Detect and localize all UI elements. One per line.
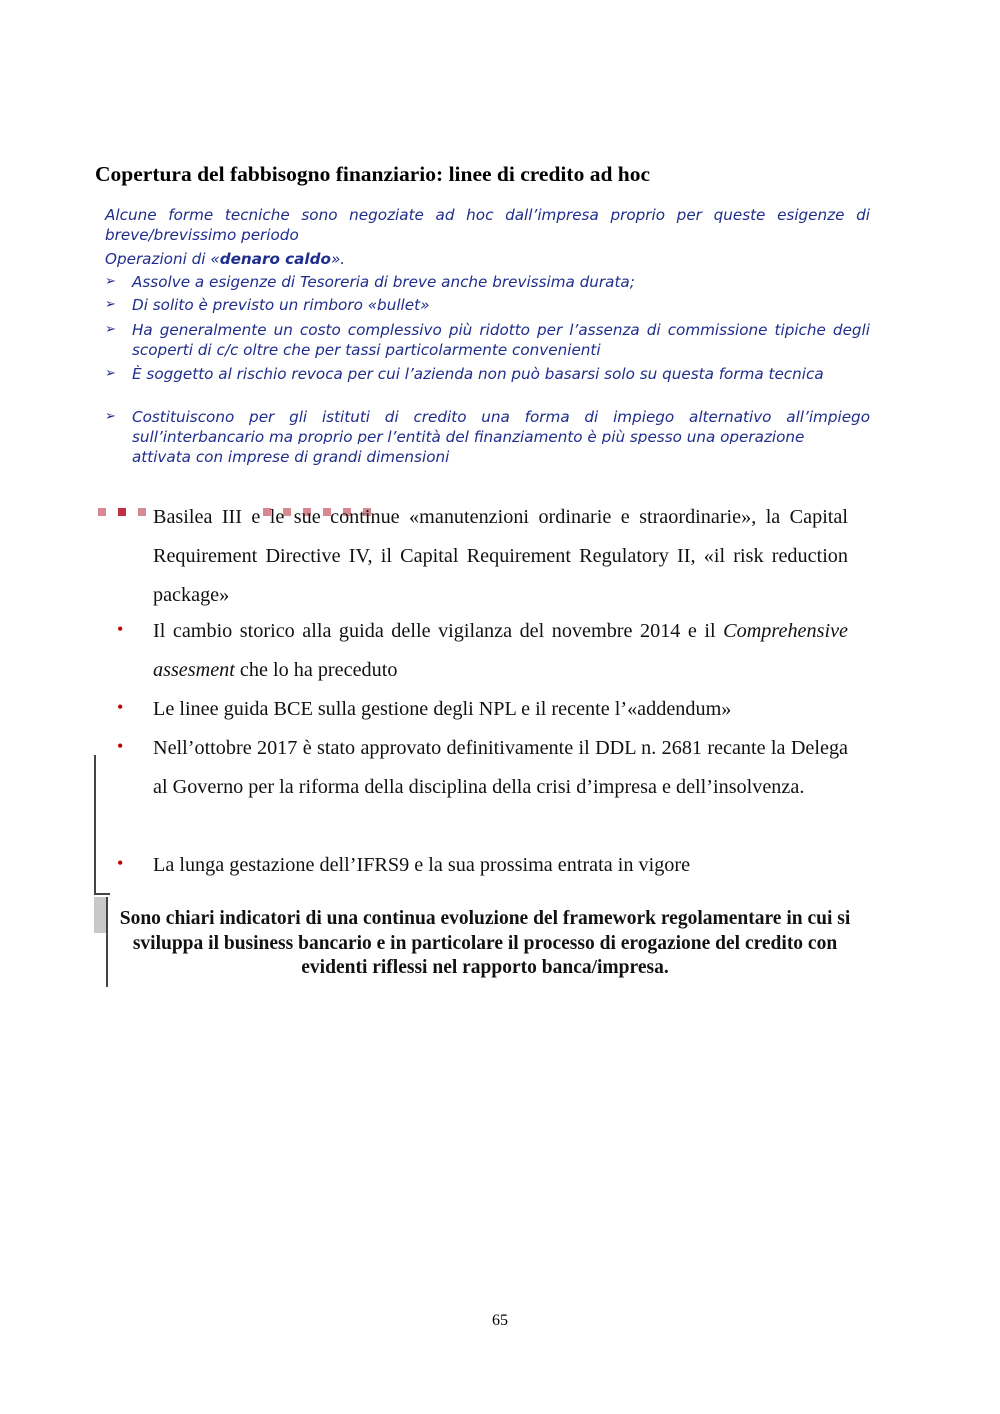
- ops-suffix: ».: [330, 250, 346, 268]
- list-item: [105, 295, 870, 315]
- bullet-ifrs9: La lunga gestazione dell’IFRS9 e la sua prossima entrata in vigore: [153, 854, 691, 876]
- bullet-vigilanza: [153, 612, 848, 690]
- bullet-basilea: [153, 498, 848, 615]
- bullet-dot-icon: •: [117, 619, 124, 639]
- page-number: 65: [492, 1312, 508, 1329]
- square-icon: [98, 508, 106, 516]
- list-item: [105, 364, 870, 384]
- bullet-italic-text: Comprehensive assesment: [153, 620, 848, 681]
- bullet-npl: Le linee guida BCE sulla gestione degli NPL e il recente l’«addendum»: [153, 698, 732, 720]
- bullet-text-suffix: che lo ha preceduto: [234, 659, 398, 681]
- list-item-text: Ha generalmente un costo complessivo più ridotto per l’assenza di commissione tipiche degli scoperti di c/c oltre che per tassi particolarmente convenienti: [132, 321, 870, 359]
- arrow-bullet-icon: ➢: [105, 366, 116, 381]
- ops-bold: denaro caldo: [219, 250, 331, 268]
- list-item-text: Assolve a esigenze di Tesoreria di breve anche brevissima durata;: [132, 273, 635, 291]
- list-item: [105, 320, 870, 360]
- square-icon: [138, 508, 146, 516]
- bullet-dot-icon: •: [117, 853, 124, 873]
- slide-operations-line: [105, 249, 870, 269]
- bullet-text-line1: Basilea III e le sue continue «manutenzioni ordinarie e straordinarie», la Capital: [153, 506, 848, 528]
- arrow-list: [105, 272, 870, 467]
- bracket-line: [94, 893, 110, 895]
- conclusion-text: Sono chiari indicatori di una continua evoluzione del framework regolamentare in cui si sviluppa il business bancario e in particolare il processo di erogazione del credito con evidenti riflessi nel rapporto banca/impresa.: [119, 908, 851, 978]
- bullet-ddl: Nell’ottobre 2017 è stato approvato definitivamente il DDL n. 2681 recante la Delega al Governo per la riforma della disciplina della crisi d’impresa e dell’insolvenza.: [153, 737, 848, 798]
- arrow-bullet-icon: ➢: [105, 409, 116, 424]
- bracket-shade: [94, 897, 106, 933]
- arrow-bullet-icon: ➢: [105, 297, 116, 312]
- square-icon: [118, 508, 126, 516]
- bullet-text-rest: Requirement Directive IV, il Capital Requirement Regulatory II, «il risk reduction package»: [153, 545, 848, 606]
- bullet-dot-icon: •: [117, 697, 124, 717]
- bracket-line: [106, 897, 108, 987]
- arrow-bullet-icon: ➢: [105, 322, 116, 337]
- bracket-line: [94, 755, 96, 895]
- list-item-text: Costituiscono per gli istituti di credito una forma di impiego alternativo all’impiego sull’interbancario ma proprio per l’entità del finanziamento è più spesso una operazione: [132, 408, 870, 444]
- list-item: [105, 272, 870, 292]
- list-item-text: Di solito è previsto un rimboro «bullet»: [132, 296, 430, 314]
- bullet-text: Il cambio storico alla guida delle vigilanza del novembre 2014 e il: [153, 620, 724, 642]
- list-item-text: attivata con imprese di grandi dimensioni: [132, 448, 450, 466]
- list-item-continuation: [105, 447, 870, 467]
- ops-prefix: Operazioni di «: [105, 250, 220, 268]
- arrow-bullet-icon: ➢: [105, 274, 116, 289]
- bullet-dot-icon: •: [117, 736, 124, 756]
- list-item: [105, 407, 870, 444]
- list-item-text: È soggetto al rischio revoca per cui l’azienda non può basarsi solo su questa forma tecnica: [132, 365, 824, 383]
- slide-intro: Alcune forme tecniche sono negoziate ad hoc dall’impresa proprio per queste esigenze di breve/brevissimo periodo: [105, 206, 870, 244]
- section-heading: Copertura del fabbisogno finanziario: linee di credito ad hoc: [95, 162, 651, 186]
